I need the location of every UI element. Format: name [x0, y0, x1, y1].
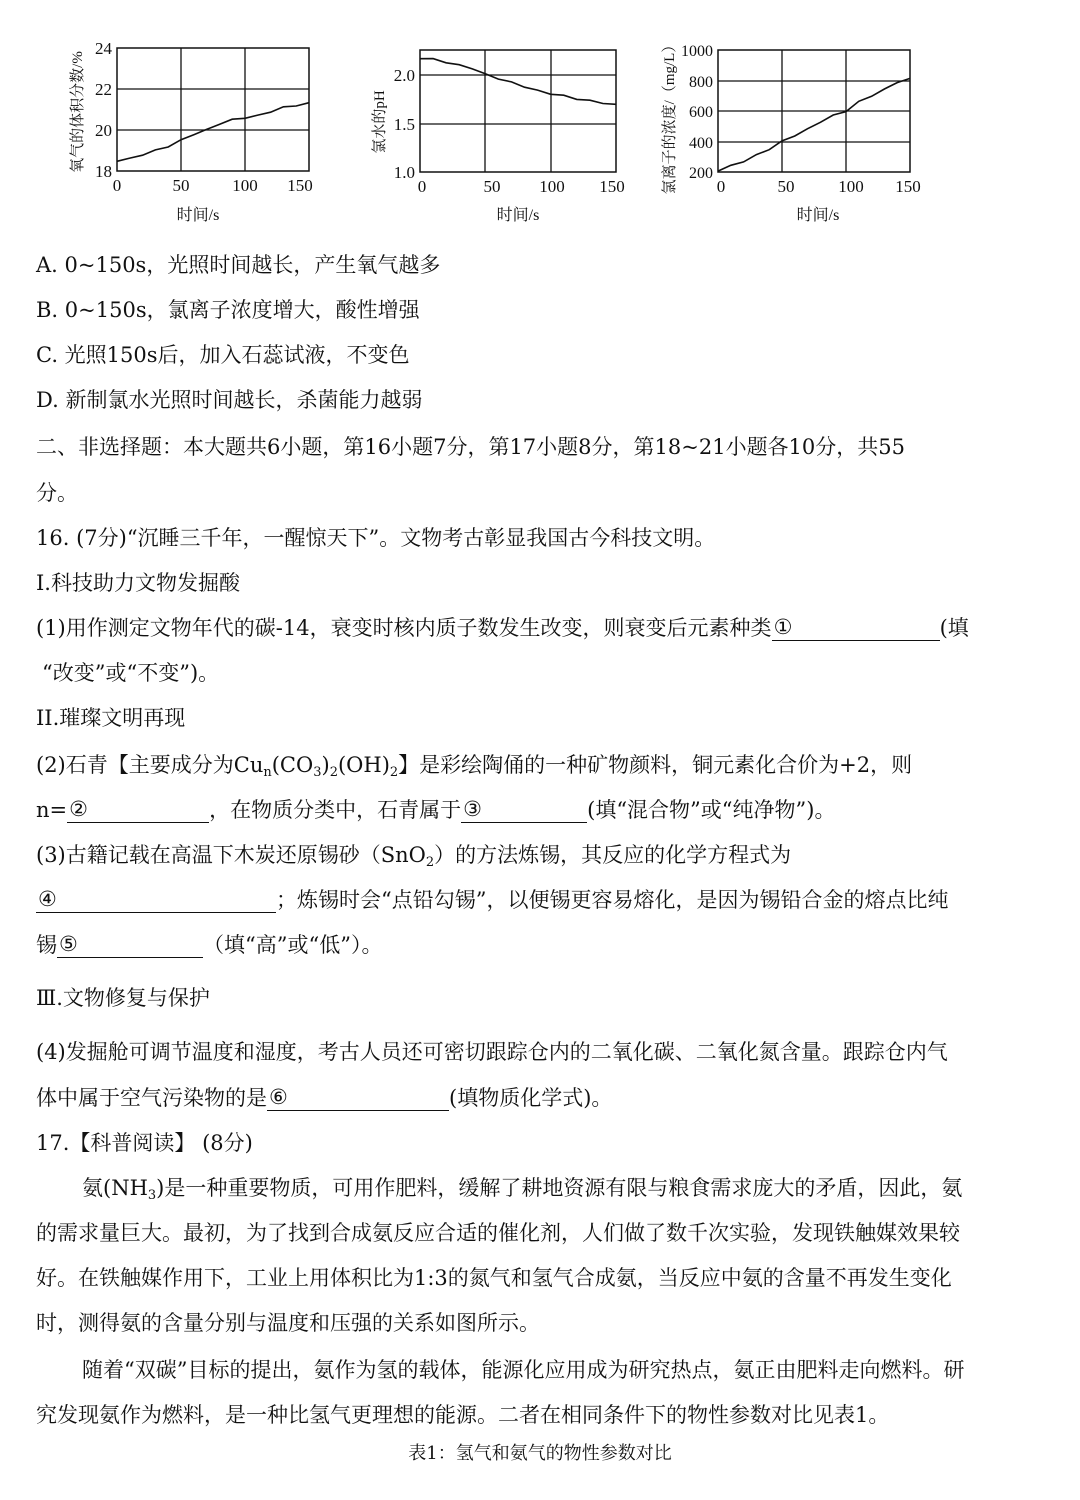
- y-axis-label: 氯水的pH: [372, 90, 388, 154]
- answer-blank-6[interactable]: [267, 1084, 449, 1111]
- q1-line-2: “改变”或“不变”)。: [42, 661, 220, 685]
- answer-blank-3[interactable]: [461, 796, 587, 823]
- q3-text: ）的方法炼锡，其反应的化学方程式为: [434, 843, 792, 867]
- subsection-3: Ⅲ.文物修复与保护: [36, 986, 210, 1010]
- x-tick: 150: [599, 177, 625, 196]
- y-tick: 18: [95, 162, 112, 181]
- y-tick: 800: [689, 74, 713, 91]
- question-17-title: 17.【科普阅读】 (8分): [36, 1131, 253, 1155]
- paragraph-2-line-2: 究发现氨作为燃料，是一种比氢气更理想的能源。二者在相同条件下的物性参数对比见表1。: [36, 1403, 890, 1427]
- paragraph-1-line-2: 的需求量巨大。最初，为了找到合成氨反应合适的催化剂，人们做了数千次实验，发现铁触媒效果较: [36, 1221, 960, 1245]
- answer-blank-2[interactable]: [67, 796, 209, 823]
- section-heading: 二、非选择题：本大题共6小题，第16小题7分，第17小题8分，第18~21小题各10分，共55: [36, 435, 906, 459]
- y-tick: 400: [689, 135, 713, 152]
- charts-area: [0, 0, 1080, 240]
- blank-number: ②: [69, 797, 88, 821]
- chart-chloride: [660, 38, 921, 224]
- paragraph-2-line-1: 随着“双碳”目标的提出，氨作为氢的载体，能源化应用成为研究热点，氨正由肥料走向燃料。研: [82, 1358, 965, 1382]
- x-tick: 150: [287, 176, 313, 195]
- q1-text: (填: [939, 616, 969, 640]
- q2-text: n=: [36, 798, 68, 822]
- blank-number: ⑥: [269, 1085, 288, 1109]
- paragraph-1-line-4: 时，测得氨的含量分别与温度和压强的关系如图所示。: [36, 1311, 540, 1335]
- y-tick: 1.0: [393, 163, 415, 182]
- chart-oxygen: [69, 39, 313, 224]
- q2-text: (2)石青【主要成分为Cu: [36, 753, 264, 777]
- q2-line: [36, 750, 1052, 780]
- gridlines: [117, 48, 309, 171]
- q1-line: [36, 613, 1052, 643]
- q4-line: (4)发掘舱可调节温度和湿度，考古人员还可密切跟踪仓内的二氧化碳、二氧化氮含量。跟踪仓内气: [36, 1040, 948, 1064]
- q2-text: (填“混合物”或“纯净物”)。: [587, 798, 836, 822]
- q3-line-2: [36, 885, 1052, 915]
- x-tick: 150: [895, 177, 921, 196]
- paragraph-1-line-3: 好。在铁触媒作用下，工业上用体积比为1:3的氮气和氢气合成氨，当反应中氨的含量不再发生变化: [36, 1266, 952, 1290]
- chart-ph: [371, 50, 625, 224]
- q2-text: ): [321, 753, 330, 777]
- paragraph-1-line-1: [36, 1173, 1052, 1203]
- x-tick: 50: [483, 177, 501, 196]
- y-axis-label: 氯离子的浓度/（mg/L）: [662, 37, 678, 195]
- blank-number: ⑤: [59, 932, 78, 956]
- y-tick: 1.5: [393, 115, 415, 134]
- series-line: [117, 103, 309, 162]
- subscript: 2: [389, 765, 399, 780]
- x-tick: 100: [838, 177, 864, 196]
- q2-text: ，在物质分类中，石青属于: [209, 798, 462, 822]
- q4-text: (填物质化学式)。: [449, 1086, 613, 1110]
- x-tick: 100: [539, 177, 565, 196]
- plot-frame: [117, 48, 309, 171]
- x-tick: 0: [716, 177, 726, 196]
- series-line: [718, 78, 910, 171]
- subsection-1: I.科技助力文物发掘酸: [36, 571, 240, 595]
- x-axis-label: 时间/s: [796, 207, 840, 224]
- q3-text: ；炼锡时会“点铅勾锡”，以便锡更容易熔化，是因为锡铅合金的熔点比纯: [276, 888, 949, 912]
- option-a: A. 0~150s，光照时间越长，产生氧气越多: [36, 253, 441, 277]
- y-axis-label: 氧气的体积分数/%: [70, 51, 86, 173]
- gridlines: [420, 50, 616, 172]
- x-tick: 50: [777, 177, 795, 196]
- y-tick: 2.0: [393, 66, 415, 85]
- q2-text: (OH): [337, 753, 390, 777]
- option-b: B. 0~150s，氯离子浓度增大，酸性增强: [36, 298, 420, 322]
- option-c: C. 光照150s后，加入石蕊试液，不变色: [36, 343, 410, 367]
- q4-line-2: [36, 1083, 1052, 1113]
- q3-text: (3)古籍记载在高温下木炭还原锡砂（SnO: [36, 843, 426, 867]
- q2-text: (CO: [271, 753, 314, 777]
- subscript: n: [263, 765, 272, 780]
- section-heading-cont: 分。: [36, 481, 78, 505]
- subscript: 3: [147, 1188, 157, 1203]
- subscript: 2: [425, 855, 435, 870]
- q3-text: 锡: [36, 933, 57, 957]
- subscript: 2: [329, 765, 338, 780]
- q3-line: [36, 840, 1052, 870]
- plot-frame: [420, 50, 616, 172]
- x-tick: 0: [417, 177, 427, 196]
- table-caption: 表1：氢气和氨气的物性参数对比: [408, 1443, 672, 1464]
- gridlines: [718, 50, 910, 172]
- y-tick: 600: [689, 104, 713, 121]
- y-tick: 22: [95, 80, 112, 99]
- x-tick: 0: [112, 176, 122, 195]
- answer-blank-4[interactable]: [36, 886, 276, 913]
- x-tick: 100: [232, 176, 258, 195]
- subscript: 3: [313, 765, 322, 780]
- y-tick: 24: [95, 39, 112, 58]
- x-tick: 50: [172, 176, 190, 195]
- series-line: [420, 59, 616, 105]
- option-d: D. 新制氯水光照时间越长，杀菌能力越弱: [36, 388, 423, 412]
- x-axis-label: 时间/s: [496, 207, 540, 224]
- y-tick: 20: [95, 121, 112, 140]
- para-text: )是一种重要物质，可用作肥料，缓解了耕地资源有限与粮食需求庞大的矛盾，因此，氨: [156, 1176, 963, 1200]
- q1-text: (1)用作测定文物年代的碳-14，衰变时核内质子数发生改变，则衰变后元素种类: [36, 616, 772, 640]
- q2-line-2: [36, 795, 1052, 825]
- y-tick: 200: [689, 165, 713, 182]
- q4-text: 体中属于空气污染物的是: [36, 1086, 267, 1110]
- q2-text: 】是彩绘陶俑的一种矿物颜料，铜元素化合价为+2，则: [398, 753, 913, 777]
- blank-number: ①: [773, 615, 793, 639]
- question-16-title: 16. (7分)“沉睡三千年，一醒惊天下”。文物考古彰显我国古今科技文明。: [36, 526, 716, 550]
- subsection-2: II.璀璨文明再现: [36, 706, 186, 730]
- answer-blank-1[interactable]: [772, 614, 940, 641]
- q3-text: （填“高”或“低”）。: [203, 933, 383, 957]
- para-text: 氨(NH: [82, 1176, 148, 1200]
- x-axis-label: 时间/s: [176, 207, 220, 224]
- y-tick: 1000: [681, 43, 713, 60]
- blank-number: ③: [463, 797, 482, 821]
- answer-blank-5[interactable]: [57, 931, 203, 958]
- q3-line-3: [36, 930, 1052, 960]
- blank-number: ④: [38, 887, 57, 911]
